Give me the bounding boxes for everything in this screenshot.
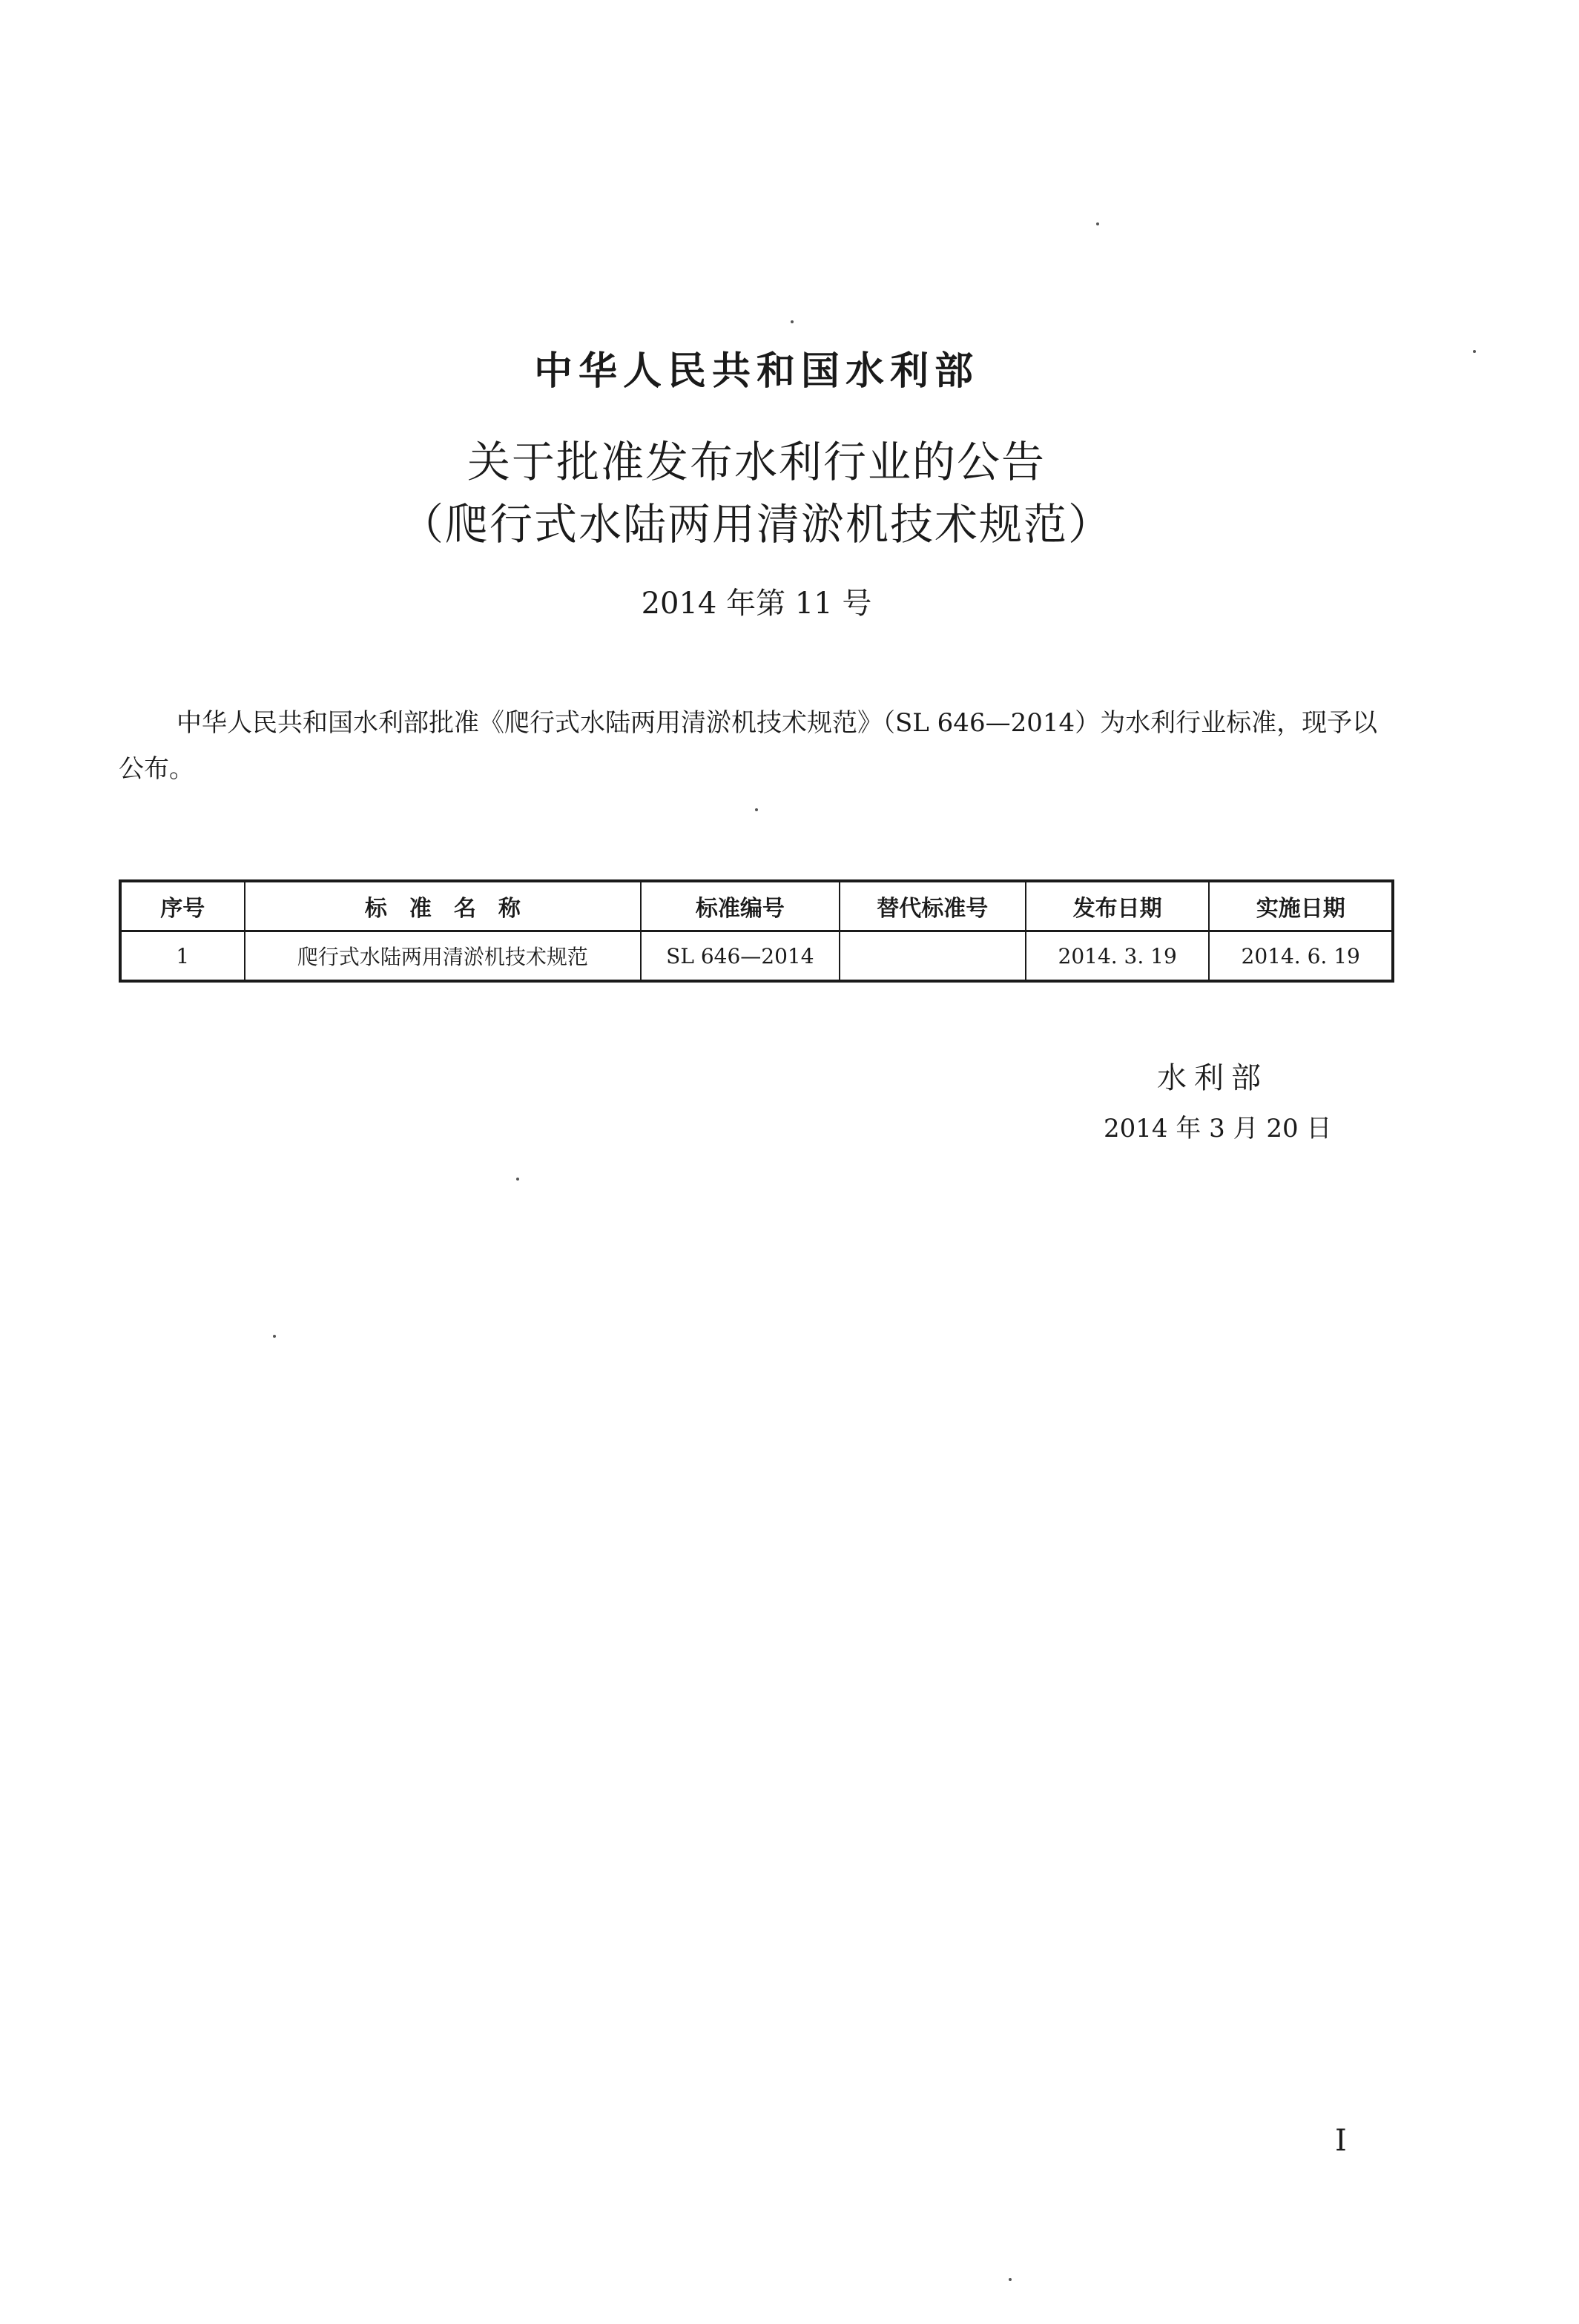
notice-number: 2014 年第 11 号 [641,587,872,621]
ministry-title: 中华人民共和国水利部 [533,349,979,394]
scan-speck [791,320,794,323]
table-cell-effective-date: 2014. 6. 19 [1209,931,1393,982]
table-cell-code: SL 646—2014 [641,931,839,982]
page-number: I [1335,2124,1347,2158]
table-header-cell: 实施日期 [1209,881,1393,931]
body-paragraph: 中华人民共和国水利部批准《爬行式水陆两用清淤机技术规范》（SL 646—2014）为水利行业标准，现予以公布。 [119,708,1378,784]
issuer-signature: 水利部 [1157,1061,1268,1095]
table-header-cell: 替代标准号 [840,881,1026,931]
table-cell-name: 爬行式水陆两用清淤机技术规范 [245,931,642,982]
table-cell-release-date: 2014. 3. 19 [1026,931,1210,982]
table-cell-replaced [840,931,1026,982]
table-cell-serial: 1 [120,931,245,982]
table-header-cell: 发布日期 [1026,881,1210,931]
scan-speck [755,808,758,811]
scan-speck [1473,350,1476,353]
notice-title: 关于批准发布水利行业的公告 [467,437,1046,487]
scan-speck [273,1335,276,1338]
table-header-cell: 序号 [120,881,245,931]
notice-subtitle: （爬行式水陆两用清淤机技术规范） [400,499,1112,549]
scan-speck [1009,2278,1012,2281]
table-header-cell: 标 准 名 称 [245,881,642,931]
standards-table [119,879,1394,983]
table-row [120,931,1393,982]
issue-date: 2014 年 3 月 20 日 [1104,1114,1332,1143]
scan-speck [1096,222,1099,225]
table-header-cell: 标准编号 [641,881,839,931]
table-header-row [120,881,1393,931]
scan-speck [516,1178,519,1181]
